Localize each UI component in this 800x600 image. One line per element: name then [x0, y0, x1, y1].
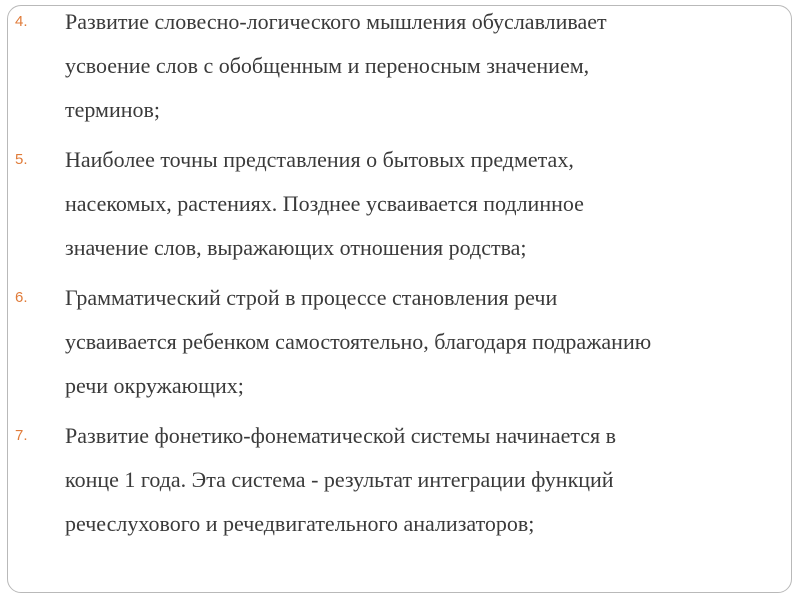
list-number: 5. [15, 151, 28, 168]
list-number: 7. [15, 427, 28, 444]
text-line: терминов; [65, 97, 161, 122]
text-line: насекомых, растениях. Позднее усваивается подлинное [65, 191, 584, 216]
list-item-text [65, 0, 785, 132]
text-line: усваивается ребенком самостоятельно, благодаря подражанию [65, 329, 652, 354]
list-item-text [65, 138, 785, 270]
text-line: Грамматический строй в процессе становления речи [65, 285, 558, 310]
list-item-text [65, 414, 785, 546]
list-item-text [65, 276, 785, 408]
text-line: Развитие словесно-логического мышления обуславливает [65, 9, 607, 34]
text-line: усвоение слов с обобщенным и переносным значением, [65, 53, 590, 78]
text-line: речи окружающих; [65, 373, 244, 398]
text-line: речеслухового и речедвигательного анализаторов; [65, 511, 535, 536]
list-number: 4. [15, 13, 28, 30]
text-line: Наиболее точны представления о бытовых предметах, [65, 147, 574, 172]
text-line: Развитие фонетико-фонематической системы начинается в [65, 423, 617, 448]
text-line: значение слов, выражающих отношения родства; [65, 235, 527, 260]
list-number: 6. [15, 289, 28, 306]
text-line: конце 1 года. Эта система - результат интеграции функций [65, 467, 614, 492]
